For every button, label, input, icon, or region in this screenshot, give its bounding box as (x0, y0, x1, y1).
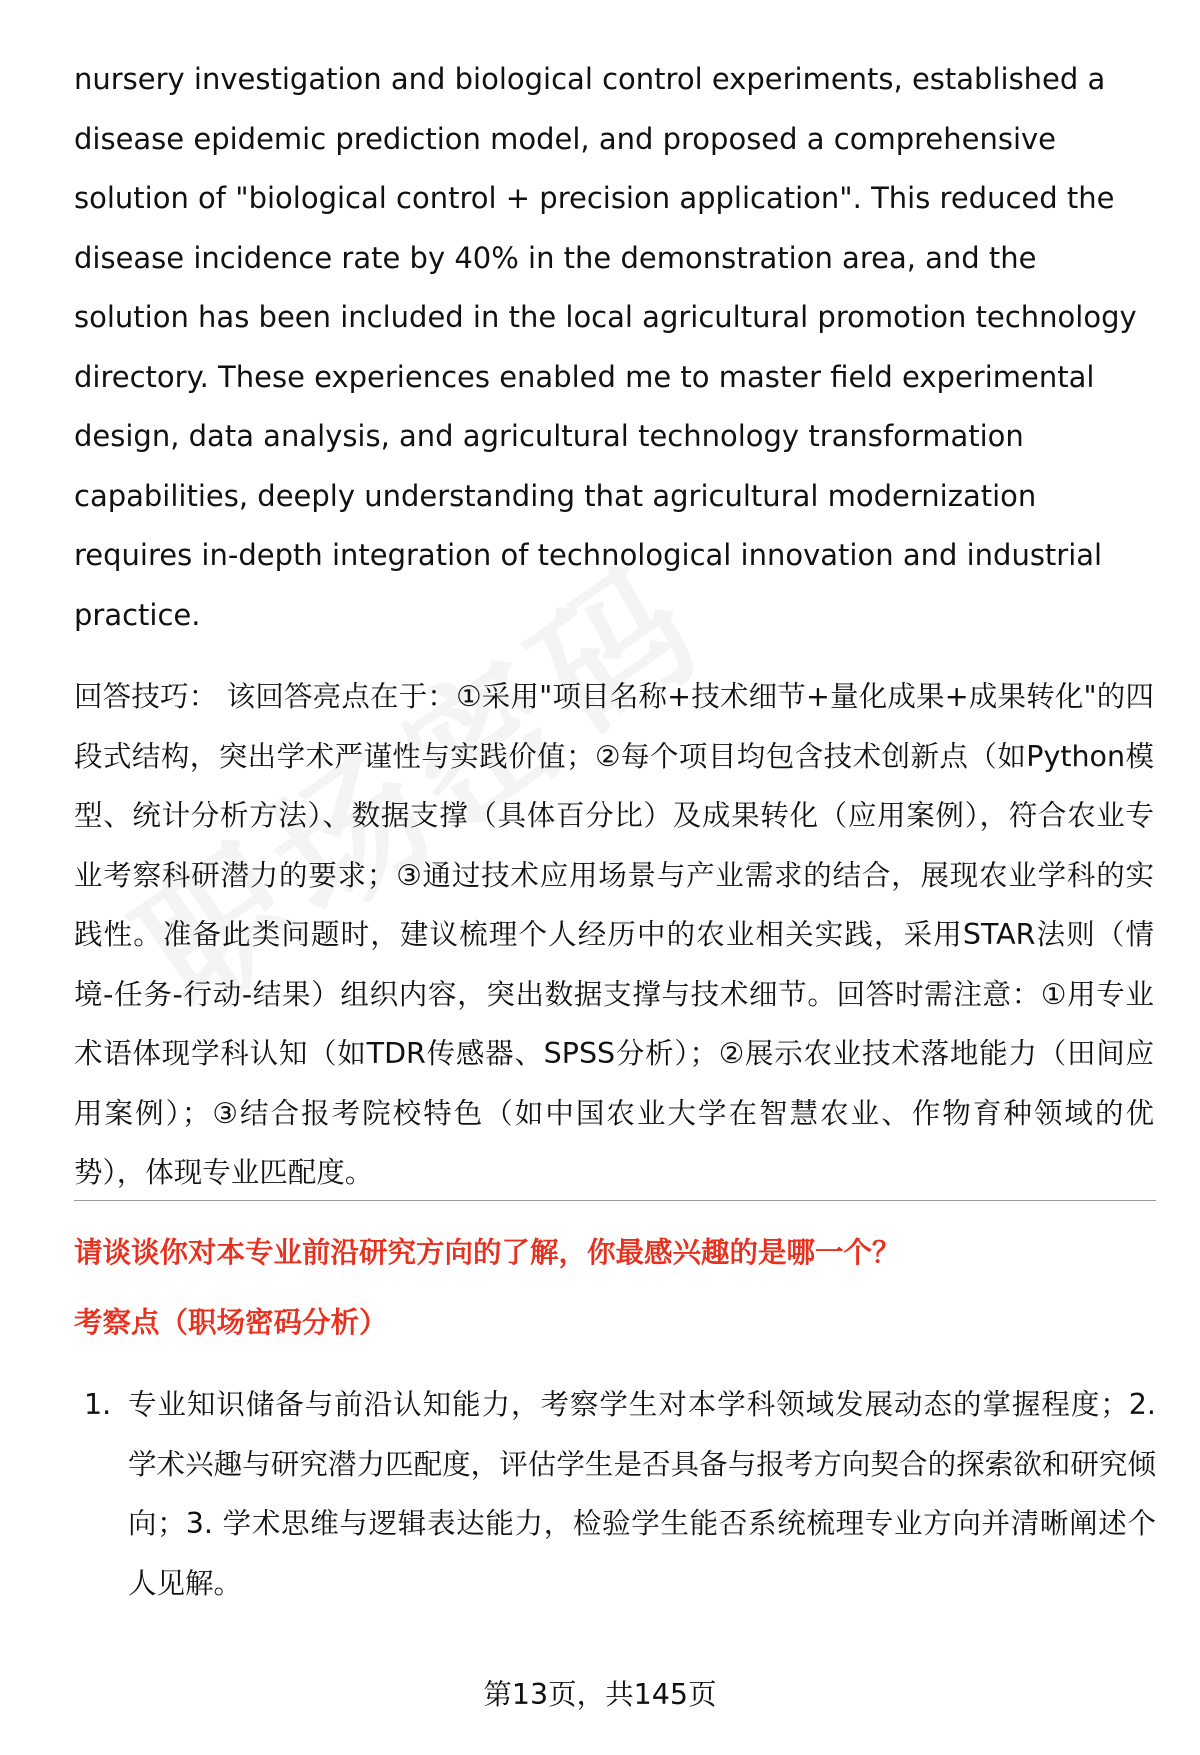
tips-paragraph: 回答技巧： 该回答亮点在于：①采用"项目名称+技术细节+量化成果+成果转化"的四段式结构，突出学术严谨性与实践价值；②每个项目均包含技术创新点（如Python模型、统计分析方法）、数据支撑（具体百分比）及成果转化（应用案例），符合农业专业考察科研潜力的要求；③通过技术应用场景与产业需求的结合，展现农业学科的实践性。准备此类问题时，建议梳理个人经历中的农业相关实践，采用STAR法则（情境-任务-行动-结果）组织内容，突出数据支撑与技术细节。回答时需注意：①用专业术语体现学科认知（如TDR传感器、SPSS分析）；②展示农业技术落地能力（田间应用案例）；③结合报考院校特色（如中国农业大学在智慧农业、作物育种领域的优势），体现专业匹配度。 (74, 680, 1154, 1189)
list-item (84, 1375, 1156, 1613)
question-heading: 请谈谈你对本专业前沿研究方向的了解，你最感兴趣的是哪一个？ (74, 1236, 901, 1269)
section-divider (74, 1200, 1156, 1201)
document-page (74, 50, 1154, 1203)
section-title: 考察点（职场密码分析） (74, 1306, 388, 1339)
list-marker: 1. (84, 1388, 112, 1421)
assessment-list (84, 1375, 1156, 1613)
page-number: 第13页，共145页 (483, 1678, 717, 1711)
answer-paragraph: nursery investigation and biological control experiments, established a disease epidemic prediction model, and proposed a comprehensive solution of "biological control + precision application". This reduced the disease incidence rate by 40% in the demonstration area, and the solution has been included in the local agricultural promotion technology directory. These experiences enabled me to master field experimental design, data analysis, and agricultural technology transformation capabilities, deeply understanding that agricultural modernization requires in-depth integration of technological innovation and industrial practice. (74, 62, 1137, 632)
list-item-text: 专业知识储备与前沿认知能力，考察学生对本学科领域发展动态的掌握程度；2. 学术兴趣与研究潜力匹配度，评估学生是否具备与报考方向契合的探索欲和研究倾向；3. 学术思维与逻辑表达能力，检验学生能否系统梳理专业方向并清晰阐述个人见解。 (128, 1388, 1156, 1600)
